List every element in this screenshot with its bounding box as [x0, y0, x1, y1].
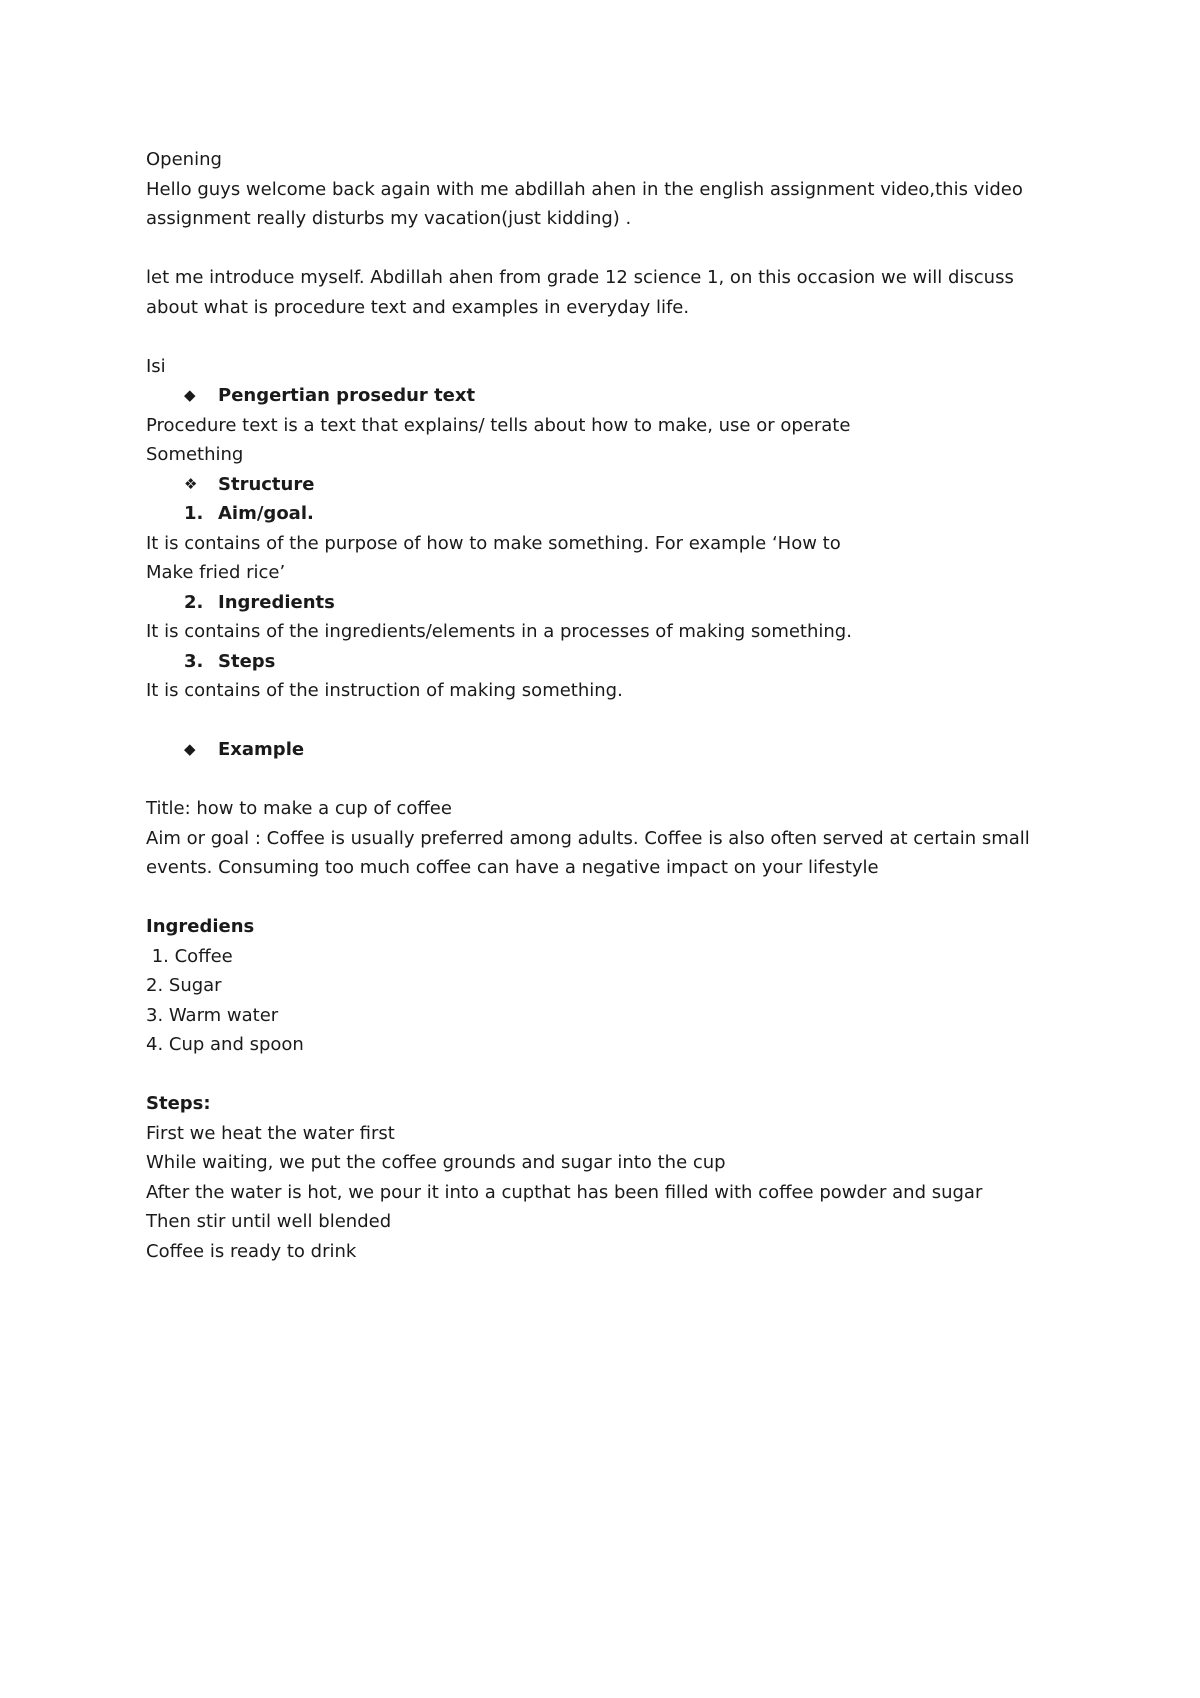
- bullet-example: [146, 735, 1066, 765]
- step-item: While waiting, we put the coffee grounds and sugar into the cup: [146, 1152, 726, 1173]
- structure-item-label: Aim/goal.: [218, 503, 314, 524]
- blank-line: [146, 1060, 1066, 1090]
- structure-item-desc: It is contains of the instruction of making something.: [146, 680, 623, 701]
- opening-line-2: assignment really disturbs my vacation(just kidding) .: [146, 208, 632, 229]
- intro-line-1: let me introduce myself. Abdillah ahen from grade 12 science 1, on this occasion we will discuss: [146, 267, 1014, 288]
- isi-heading: Isi: [146, 355, 166, 377]
- definition-line-1: Procedure text is a text that explains/ tells about how to make, use or operate: [146, 414, 851, 436]
- steps-heading: Steps:: [146, 1093, 211, 1114]
- blank-line: [146, 706, 1066, 736]
- diamond-bullet-icon: ◆: [184, 740, 196, 758]
- blank-line: [146, 322, 1066, 352]
- step-item: After the water is hot, we pour it into a cupthat has been filled with coffee powder and sugar: [146, 1181, 983, 1203]
- example-aim-line-2: events. Consuming too much coffee can have a negative impact on your lifestyle: [146, 857, 879, 878]
- structure-item-number: 3.: [184, 650, 204, 672]
- structure-item: [146, 588, 1066, 618]
- ingredient-item: 1. Coffee: [146, 945, 233, 967]
- opening-heading: Opening: [146, 149, 222, 170]
- structure-item: [146, 499, 1066, 529]
- diamond-bullet-icon: ◆: [184, 386, 196, 404]
- step-item: Then stir until well blended: [146, 1211, 392, 1232]
- bullet-structure-label: Structure: [218, 473, 315, 495]
- structure-item-number: 1.: [184, 503, 204, 524]
- ingredient-item: 3. Warm water: [146, 1004, 279, 1026]
- blank-line: [146, 234, 1066, 264]
- blank-line: [146, 883, 1066, 913]
- structure-item-desc: It is contains of the purpose of how to make something. For example ‘How to: [146, 532, 841, 554]
- structure-item-desc: It is contains of the ingredients/elements in a processes of making something.: [146, 621, 852, 642]
- structure-item-desc: Make fried rice’: [146, 562, 286, 583]
- bullet-structure: [146, 470, 1066, 500]
- step-item: First we heat the water first: [146, 1122, 395, 1144]
- bullet-example-label: Example: [218, 739, 305, 760]
- bullet-definition-label: Pengertian prosedur text: [218, 385, 476, 406]
- bullet-definition: [146, 381, 1066, 411]
- example-aim-line-1: Aim or goal : Coffee is usually preferred among adults. Coffee is also often served at certain small: [146, 827, 1030, 849]
- structure-item-label: Ingredients: [218, 591, 335, 613]
- opening-line-1: Hello guys welcome back again with me abdillah ahen in the english assignment video,this video: [146, 178, 1023, 200]
- example-title: Title: how to make a cup of coffee: [146, 798, 452, 819]
- structure-item-number: 2.: [184, 591, 204, 613]
- four-diamond-bullet-icon: ❖: [184, 474, 198, 493]
- ingredient-item: 2. Sugar: [146, 975, 222, 996]
- definition-line-2: Something: [146, 444, 244, 465]
- blank-line: [146, 765, 1066, 795]
- ingredients-heading: Ingrediens: [146, 916, 255, 937]
- intro-line-2: about what is procedure text and examples in everyday life.: [146, 296, 690, 318]
- structure-item: [146, 647, 1066, 677]
- ingredient-item: 4. Cup and spoon: [146, 1034, 304, 1055]
- step-item: Coffee is ready to drink: [146, 1240, 357, 1262]
- document-content: [146, 145, 1066, 1266]
- structure-item-label: Steps: [218, 650, 276, 672]
